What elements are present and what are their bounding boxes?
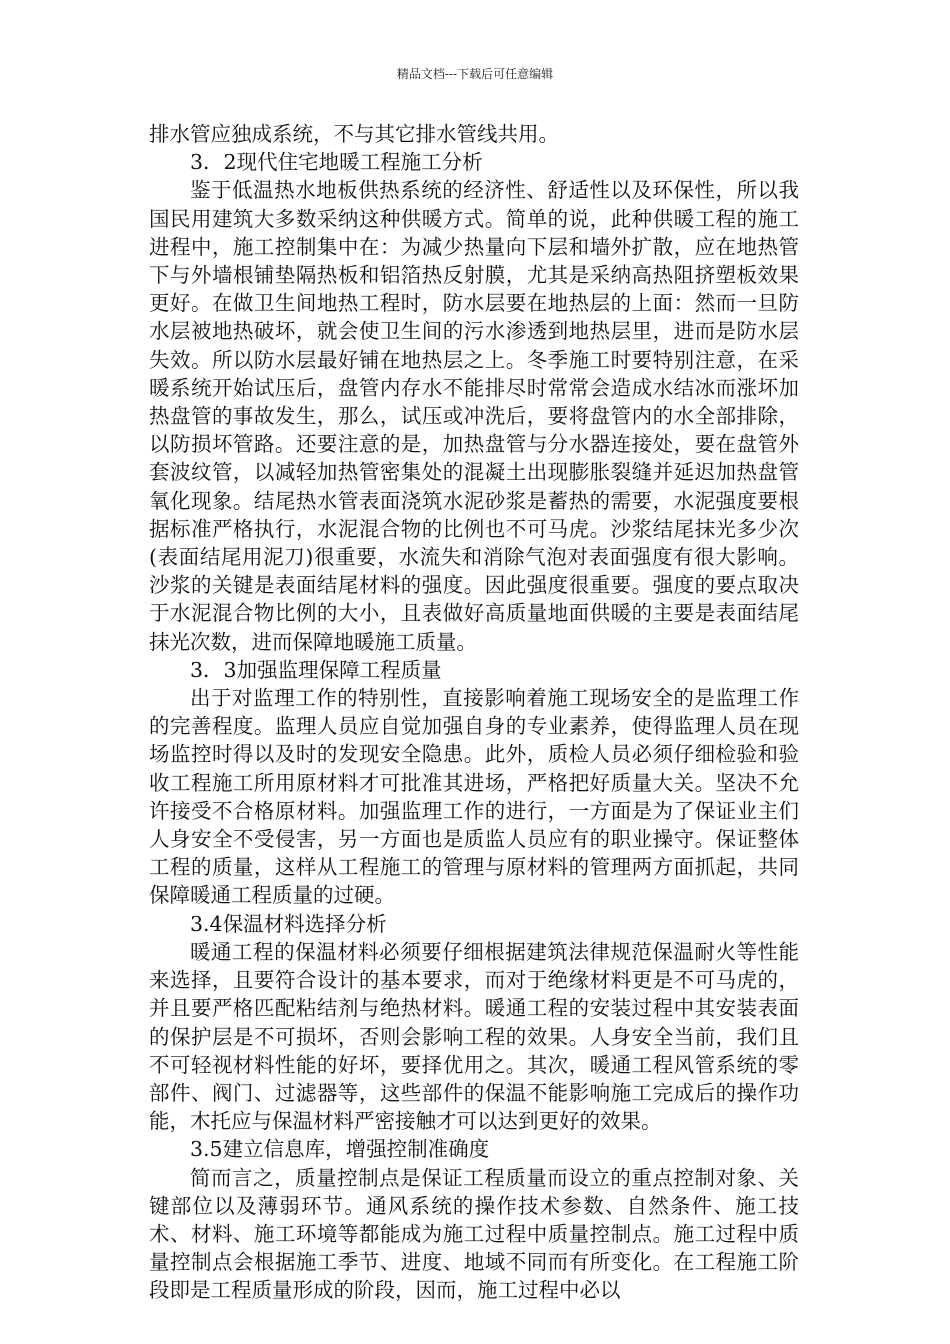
section-heading-3-4: 3.4保温材料选择分析	[190, 911, 387, 936]
document-body	[149, 120, 799, 1305]
paragraph-continuation: 排水管应独成系统，不与其它排水管线共用。	[149, 122, 559, 146]
paragraph-3-2: 鉴于低温热水地板供热系统的经济性、舒适性以及环保性，所以我国民用建筑大多数采纳这种供暖方式。简单的说，此种供暖工程的施工进程中，施工控制集中在：为减少热量向下层和墙外扩散，应在地热管下与外墙根铺垫隔热板和铝箔热反射膜，尤其是采纳高热阻挤塑板效果更好。在做卫生间地热工程时，防水层要在地热层的上面：然而一旦防水层被地热破坏，就会使卫生间的污水渗透到地热层里，进而是防水层失效。所以防水层最好铺在地热层之上。冬季施工时要特别注意，在采暖系统开始试压后，盘管内存水不能排尽时常常会造成水结冰而涨坏加热盘管的事故发生，那么，试压或冲洗后，要将盘管内的水全部排除，以防损坏管路。还要注意的是，加热盘管与分水器连接处，要在盘管外套波纹管，以减轻加热管密集处的混凝土出现膨胀裂缝并延迟加热盘管氧化现象。结尾热水管表面浇筑水泥砂浆是蓄热的需要，水泥强度要根据标准严格执行，水泥混合物的比例也不可马虎。沙浆结尾抹光多少次(表面结尾用泥刀)很重要，水流失和消除气泡对表面强度有很大影响。沙浆的关键是表面结尾材料的强度。因此强度很重要。强度的要点取决于水泥混合物比例的大小，且表做好高质量地面供暖的主要是表面结尾抹光次数，进而保障地暖施工质量。	[149, 178, 799, 654]
paragraph-3-4: 暖通工程的保温材料必须要仔细根据建筑法律规范保温耐火等性能来选择，且要符合设计的基本要求，而对于绝缘材料更是不可马虎的，并且要严格匹配粘结剂与绝热材料。暖通工程的安装过程中其安装表面的保护层是不可损坏，否则会影响工程的效果。人身安全当前，我们且不可轻视材料性能的好坏，要择优用之。其次，暖通工程风管系统的零部件、阀门、过滤器等，这些部件的保温不能影响施工完成后的操作功能，木托应与保温材料严密接触才可以达到更好的效果。	[149, 939, 799, 1134]
section-heading-3-5: 3.5建立信息库，增强控制准确度	[190, 1137, 490, 1162]
page-header: 精品文档---下载后可任意编辑	[396, 67, 554, 81]
paragraph-3-5: 简而言之，质量控制点是保证工程质量而设立的重点控制对象、关键部位以及薄弱环节。通风系统的操作技术参数、自然条件、施工技术、材料、施工环境等都能成为施工过程中质量控制点。施工过程中质量控制点会根据施工季节、进度、地域不同而有所变化。在工程施工阶段即是工程质量形成的阶段，因而，施工过程中必以	[149, 1165, 799, 1303]
paragraph-3-3: 出于对监理工作的特别性，直接影响着施工现场安全的是监理工作的完善程度。监理人员应自觉加强自身的专业素养，使得监理人员在现场监控时得以及时的发现安全隐患。此外，质检人员必须仔细检验和验收工程施工所用原材料才可批准其进场，严格把好质量大关。坚决不允许接受不合格原材料。加强监理工作的进行，一方面是为了保证业主们人身安全不受侵害，另一方面也是质监人员应有的职业操守。保证整体工程的质量，这样从工程施工的管理与原材料的管理两方面抓起，共同保障暖通工程质量的过硬。	[149, 686, 799, 908]
section-heading-3-2: 3．2现代住宅地暖工程施工分析	[190, 150, 483, 175]
section-heading-3-3: 3．3加强监理保障工程质量	[190, 657, 442, 682]
